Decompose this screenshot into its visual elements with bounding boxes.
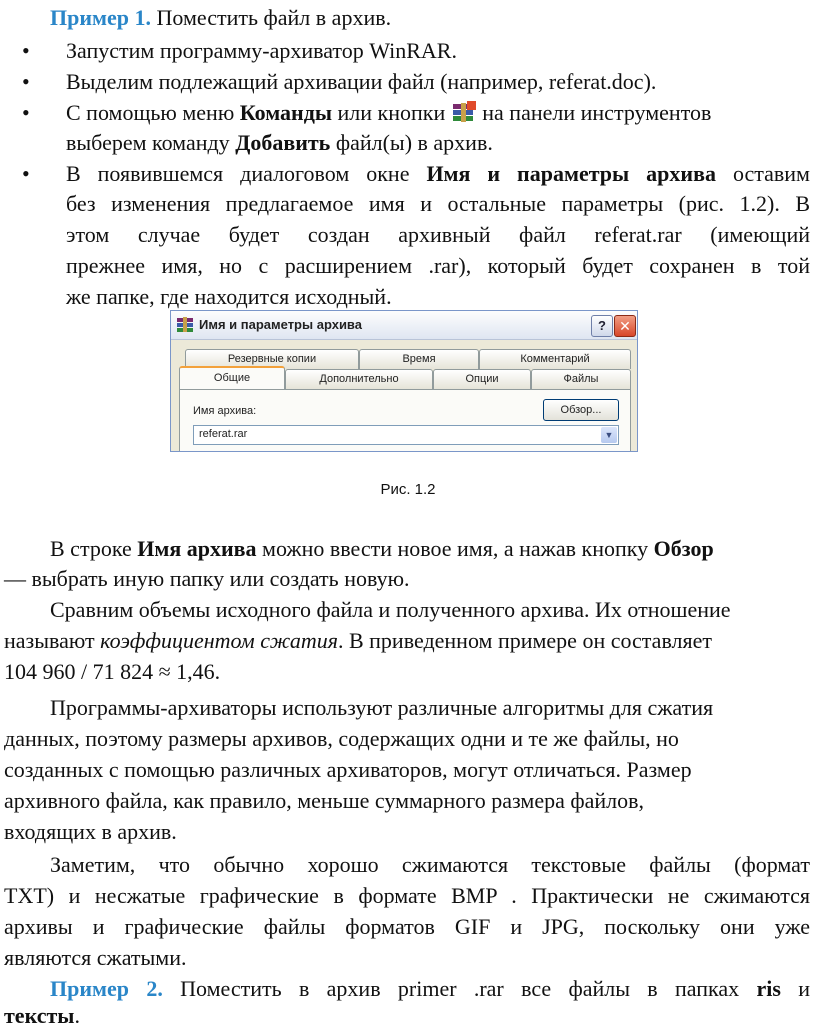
- figure-caption: Рис. 1.2: [380, 481, 436, 498]
- tab-comment[interactable]: Комментарий: [479, 349, 631, 369]
- para-2-line-3: 104 960 / 71 824 ≈ 1,46.: [4, 659, 221, 684]
- chevron-down-icon[interactable]: ▼: [601, 427, 617, 443]
- para-3-line-3: созданных с помощью различных архиваторов, могут отличаться. Размер: [4, 757, 692, 782]
- dialog-title: Имя и параметры архива: [199, 317, 362, 332]
- para-1-line-2: — выбрать иную папку или создать новую.: [4, 566, 410, 591]
- close-button[interactable]: ✕: [614, 315, 636, 337]
- bullet-4-line-3: этом случае будет создан архивный файл referat.rar (имеющий: [66, 222, 810, 247]
- para-3-line-4: архивного файла, как правило, меньше суммарного размера файлов,: [4, 788, 645, 813]
- bullet-marker: •: [22, 161, 30, 186]
- bullet-4-line-2: без изменения предлагаемое имя и остальные параметры (рис. 1.2). В: [66, 191, 810, 216]
- bullet-2-text: Выделим подлежащий архивации файл (например, referat.doc).: [66, 69, 657, 94]
- help-button[interactable]: ?: [591, 315, 613, 337]
- text-span: С помощью меню: [66, 100, 240, 125]
- dialog-title-bar: [171, 311, 637, 340]
- folder-ris-term: ris: [756, 976, 781, 1001]
- archive-name-term: Имя архива: [137, 536, 257, 561]
- bullet-3-line-2: [66, 129, 493, 157]
- folder-texts-term: тексты: [4, 1003, 75, 1028]
- text-span: файл(ы) в архив.: [330, 130, 493, 155]
- text-span: или кнопки: [332, 100, 451, 125]
- example-2-label: Пример 2.: [50, 976, 163, 1001]
- archive-options-dialog: [170, 310, 638, 452]
- para-3-line-1: Программы-архиваторы используют различные алгоритмы для сжатия: [50, 695, 714, 720]
- para-4-line-3: архивы и графические файлы форматов GIF и JPG, поскольку они уже: [4, 914, 810, 939]
- text-span: и: [780, 976, 811, 1001]
- bullet-marker: •: [22, 100, 30, 125]
- text-span: на панели инструментов: [476, 100, 712, 125]
- text-span: Поместить в архив primer .rar все файлы в папках: [162, 976, 757, 1001]
- example-2-line-2: [4, 1002, 80, 1030]
- para-4-line-4: являются сжатыми.: [4, 945, 187, 970]
- para-3-line-5: входящих в архив.: [4, 819, 177, 844]
- archive-name-label: Имя архива:: [193, 405, 257, 417]
- tab-time[interactable]: Время: [359, 349, 479, 369]
- para-2-line-2: [4, 627, 712, 655]
- example-1-heading: [50, 4, 391, 32]
- bullet-1-text: Запустим программу-архиватор WinRAR.: [66, 38, 457, 63]
- bullet-marker: •: [22, 38, 30, 63]
- text-span: . В приведенном примере он составляет: [337, 628, 713, 653]
- example-1-text: Поместить файл в архив.: [151, 5, 392, 30]
- archive-name-combo[interactable]: [193, 425, 619, 445]
- text-span: выберем команду: [66, 130, 236, 155]
- winrar-add-icon: [451, 101, 477, 123]
- para-1-line-1: [50, 535, 714, 563]
- text-span: называют: [4, 628, 101, 653]
- tab-files[interactable]: Файлы: [531, 369, 631, 389]
- menu-commands-term: Команды: [239, 100, 333, 125]
- tab-advanced[interactable]: Дополнительно: [285, 369, 433, 389]
- bullet-3-line-1: [66, 99, 711, 127]
- bullet-4-line-5: же папке, где находится исходный.: [66, 284, 392, 309]
- text-span: .: [74, 1003, 80, 1028]
- para-4-line-2: TXT) и несжатые графические в формате BMP . Практически не сжимаются: [4, 883, 810, 908]
- text-span: оставим: [715, 161, 810, 186]
- tab-options[interactable]: Опции: [433, 369, 531, 389]
- text-span: В строке: [50, 536, 138, 561]
- bullet-4-line-4: прежнее имя, но с расширением .rar), который будет сохранен в той: [66, 253, 810, 278]
- example-2-line-1: [50, 975, 810, 1003]
- command-add-term: Добавить: [235, 130, 331, 155]
- bullet-marker: •: [22, 69, 30, 94]
- browse-button[interactable]: Обзор...: [543, 399, 619, 421]
- dialog-name-term: Имя и параметры архива: [426, 161, 716, 186]
- browse-term: Обзор: [653, 536, 714, 561]
- bullet-4-line-1: [66, 160, 810, 188]
- text-span: В появившемся диалоговом окне: [66, 161, 427, 186]
- winrar-icon: [177, 317, 193, 332]
- example-1-label: Пример 1.: [50, 5, 152, 30]
- tab-general[interactable]: Общие: [179, 366, 285, 389]
- para-2-line-1: Сравним объемы исходного файла и полученного архива. Их отношение: [50, 597, 731, 622]
- para-4-line-1: Заметим, что обычно хорошо сжимаются текстовые файлы (формат: [50, 852, 810, 877]
- tab-backup[interactable]: Резервные копии: [185, 349, 359, 369]
- archive-name-value: referat.rar: [199, 428, 248, 440]
- compression-ratio-term: коэффициентом сжатия: [100, 628, 338, 653]
- text-span: можно ввести новое имя, а нажав кнопку: [256, 536, 654, 561]
- para-3-line-2: данных, поэтому размеры архивов, содержащих одни и те же файлы, но: [4, 726, 679, 751]
